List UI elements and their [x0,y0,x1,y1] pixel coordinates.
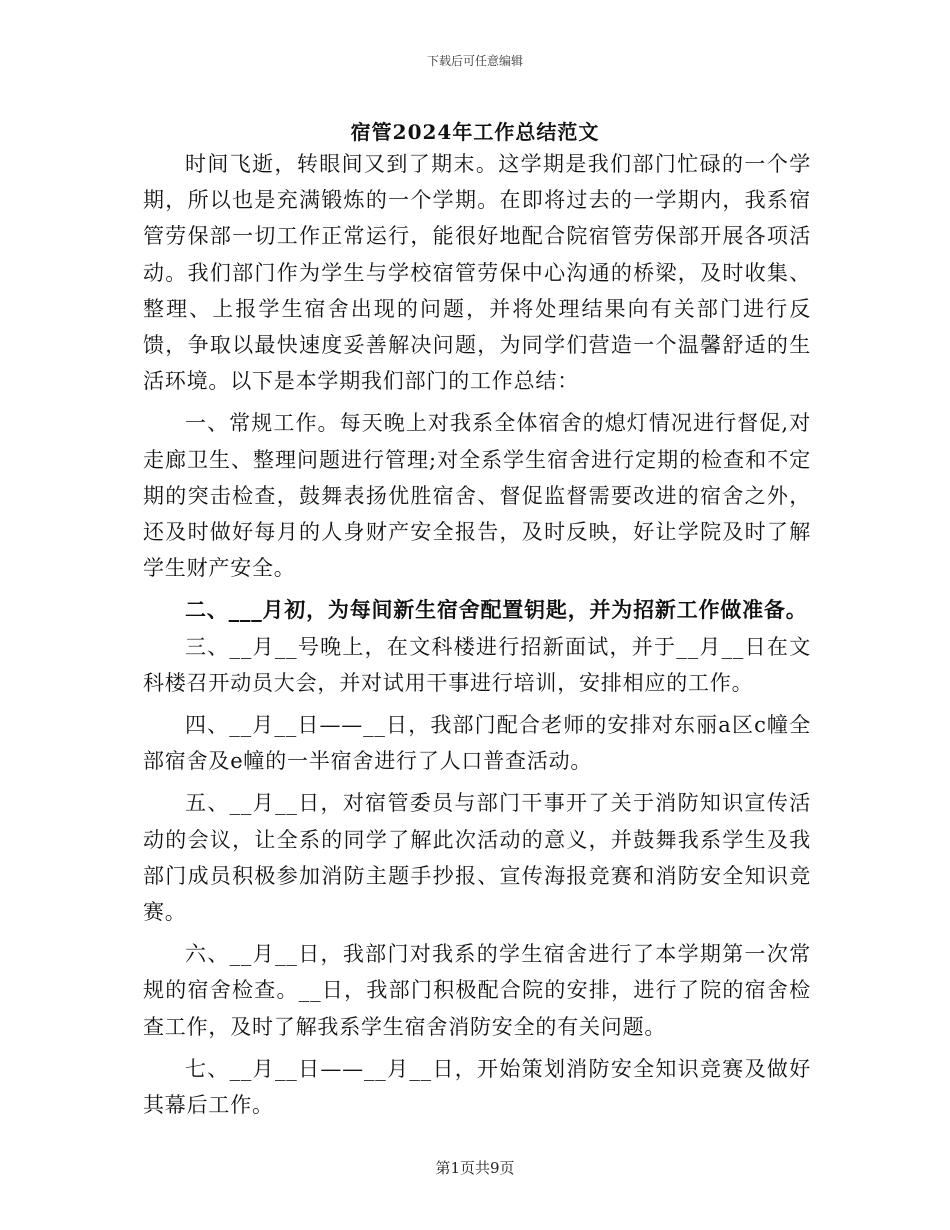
paragraph-item-7: 七、__月__日——__月__日，开始策划消防安全知识竞赛及做好其幕后工作。 [143,1056,811,1118]
document-title: 宿管2024年工作总结范文 [350,120,600,144]
paragraph-item-2: 二、___月初，为每间新生宿舍配置钥匙，并为招新工作做准备。 [185,597,808,623]
paragraph-intro: 时间飞逝，转眼间又到了期末。这学期是我们部门忙碌的一个学期，所以也是充满锻炼的一个学期。在即将过去的一学期内，我系宿管劳保部一切工作正常运行，能很好地配合院宿管劳保部开展各项活动。我们部门作为学生与学校宿管劳保中心沟通的桥梁，及时收集、整理、上报学生宿舍出现的问题，并将处理结果向有关部门进行反馈，争取以最快速度妥善解决问题，为同学们营造一个温馨舒适的生活环境。以下是本学期我们部门的工作总结： [143,152,811,394]
paragraph-item-4: 四、__月__日——__日，我部门配合老师的安排对东丽a区c幢全部宿舍及e幢的一半宿舍进行了人口普查活动。 [143,713,811,774]
paragraph-item-6: 六、__月__日，我部门对我系的学生宿舍进行了本学期第一次常规的宿舍检查。__日，我部门积极配合院的安排，进行了院的宿舍检查工作，及时了解我系学生宿舍消防安全的有关问题。 [143,942,811,1039]
header-note: 下载后可任意编辑 [426,54,523,68]
paragraph-item-5: 五、__月__日，对宿管委员与部门干事开了关于消防知识宣传活动的会议，让全系的同学了解此次活动的意义，并鼓舞我系学生及我部门成员积极参加消防主题手抄报、宣传海报竞赛和消防安全知识竞赛。 [143,791,811,925]
paragraph-item-3: 三、__月__号晚上，在文科楼进行招新面试，并于__月__日在文科楼召开动员大会，并对试用干事进行培训，安排相应的工作。 [143,634,811,695]
page-number: 第1页共9页 [435,1159,515,1177]
paragraph-item-1: 一、常规工作。每天晚上对我系全体宿舍的熄灯情况进行督促,对走廊卫生、整理问题进行管理;对全系学生宿舍进行定期的检查和不定期的突击检查，鼓舞表扬优胜宿舍、督促监督需要改进的宿舍之外，还及时做好每月的人身财产安全报告，及时反映，好让学院及时了解学生财产安全。 [143,411,811,581]
document-body [143,146,811,1123]
